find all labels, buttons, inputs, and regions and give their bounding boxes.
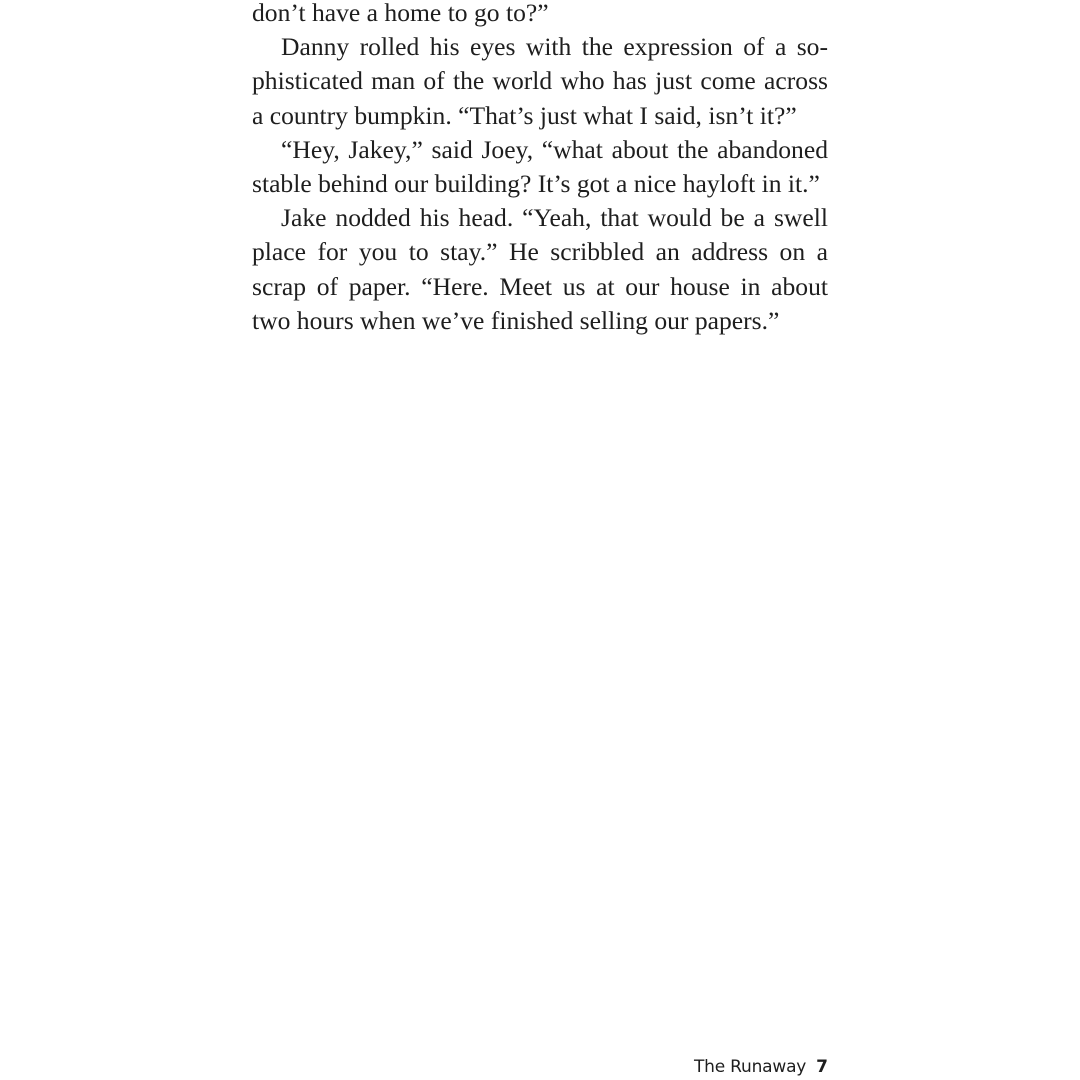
page-body bbox=[252, 0, 828, 338]
paragraph-continuation: don’t have a home to go to?” bbox=[252, 0, 549, 27]
page-number: 7 bbox=[816, 1057, 828, 1077]
page-footer bbox=[694, 1057, 828, 1077]
paragraph-jake: Jake nodded his head. “Yeah, that would be a swell place for you to stay.” He scribbled an address on a scrap of paper. “Here. Meet us at our house in about two hours when we’ve finished selling our papers.” bbox=[252, 203, 828, 335]
paragraph-joey: “Hey, Jakey,” said Joey, “what about the abandoned stable behind our building? It’s got a nice hayloft in it.” bbox=[252, 134, 828, 199]
running-footer-title: The Runaway bbox=[693, 1057, 807, 1077]
paragraph-danny: Danny rolled his eyes with the expression of a sophisticated man of the world who has just come across a country bumpkin. “That’s just what I said, isn’t it?” bbox=[252, 32, 828, 130]
